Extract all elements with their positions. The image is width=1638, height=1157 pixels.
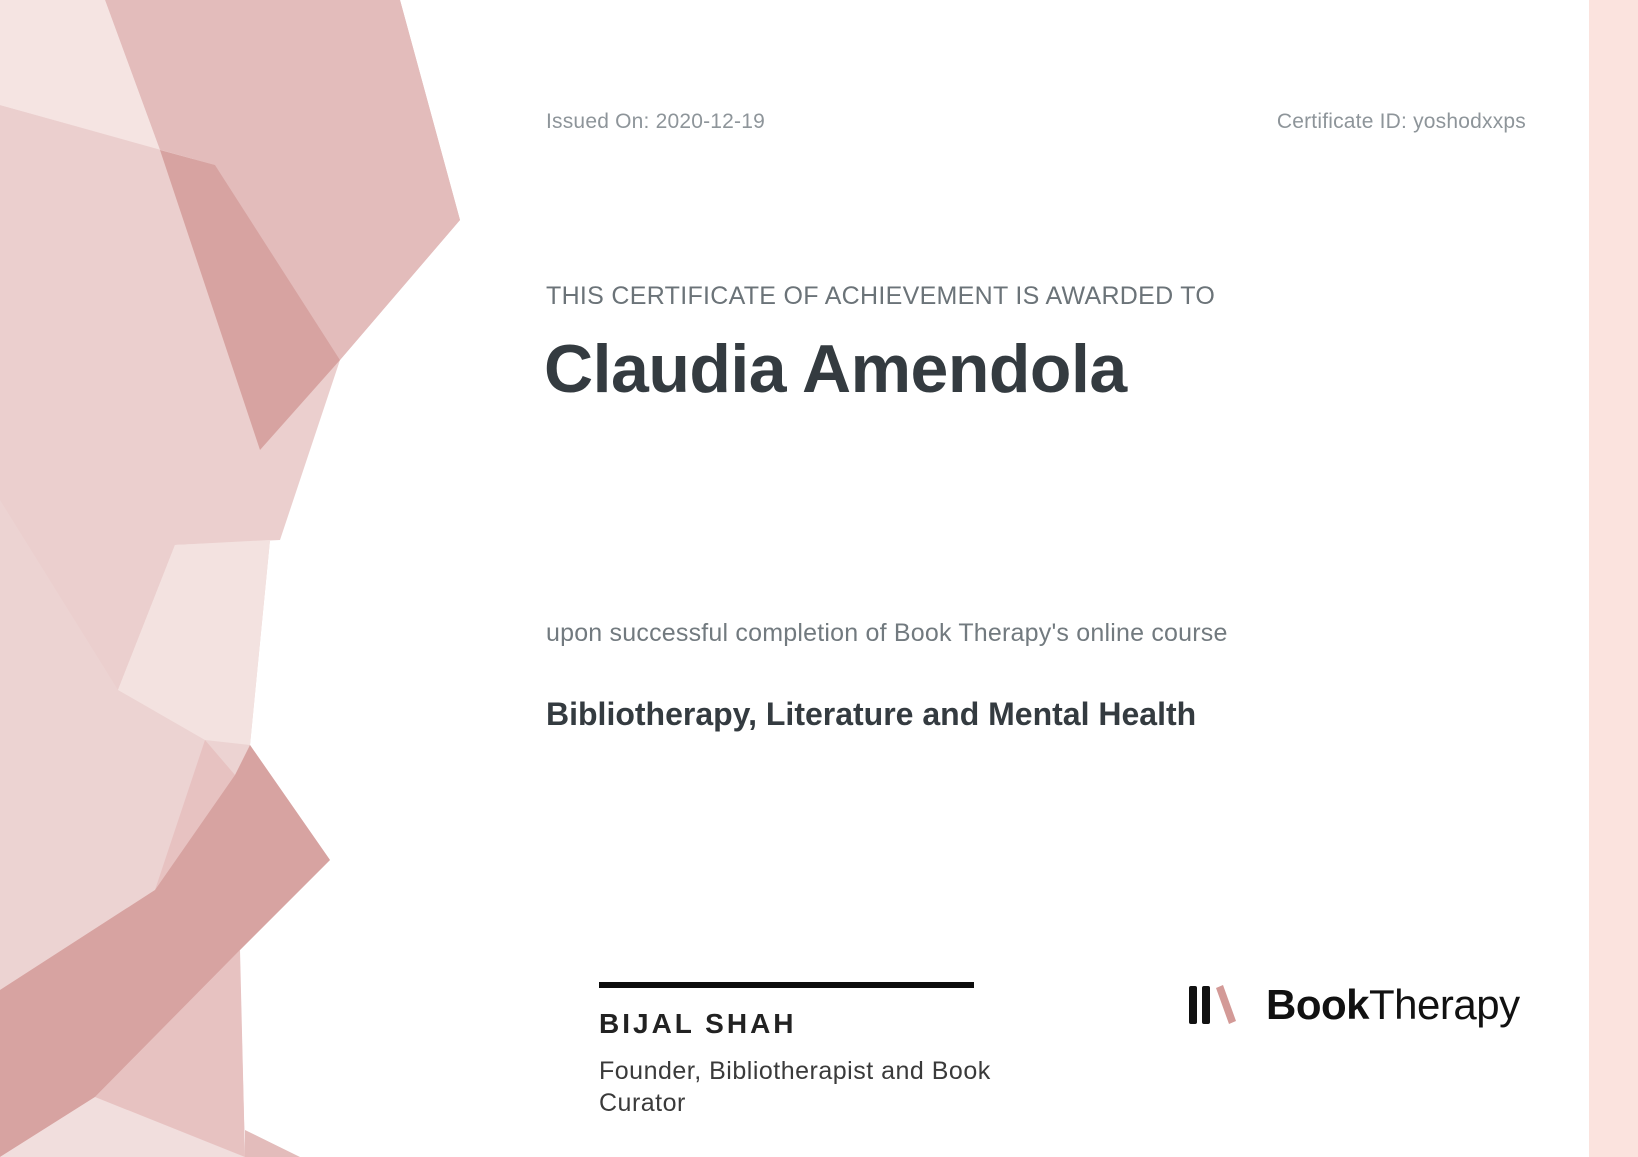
book-therapy-logo [1188, 982, 1520, 1028]
signature-line [599, 982, 974, 988]
recipient-name: Claudia Amendola [544, 331, 1127, 407]
signatory-name: BIJAL SHAH [599, 1008, 797, 1039]
decorative-polygon-background [0, 0, 470, 1157]
completion-statement: upon successful completion of Book Therapy's online course [546, 619, 1228, 647]
logo-text-bold: Book [1266, 981, 1369, 1028]
logo-text-regular: Therapy [1369, 981, 1520, 1028]
course-name: Bibliotherapy, Literature and Mental Health [546, 696, 1197, 732]
certificate-id: Certificate ID: yoshodxxps [1276, 110, 1526, 133]
signatory-title: Founder, Bibliotherapist and Book Curator [599, 1057, 991, 1117]
logo-wordmark [1266, 981, 1520, 1029]
right-accent-strip [1589, 0, 1638, 1157]
issued-date: Issued On: 2020-12-19 [546, 110, 766, 133]
award-heading: THIS CERTIFICATE OF ACHIEVEMENT IS AWARDED TO [546, 282, 1216, 310]
books-icon [1188, 985, 1238, 1025]
